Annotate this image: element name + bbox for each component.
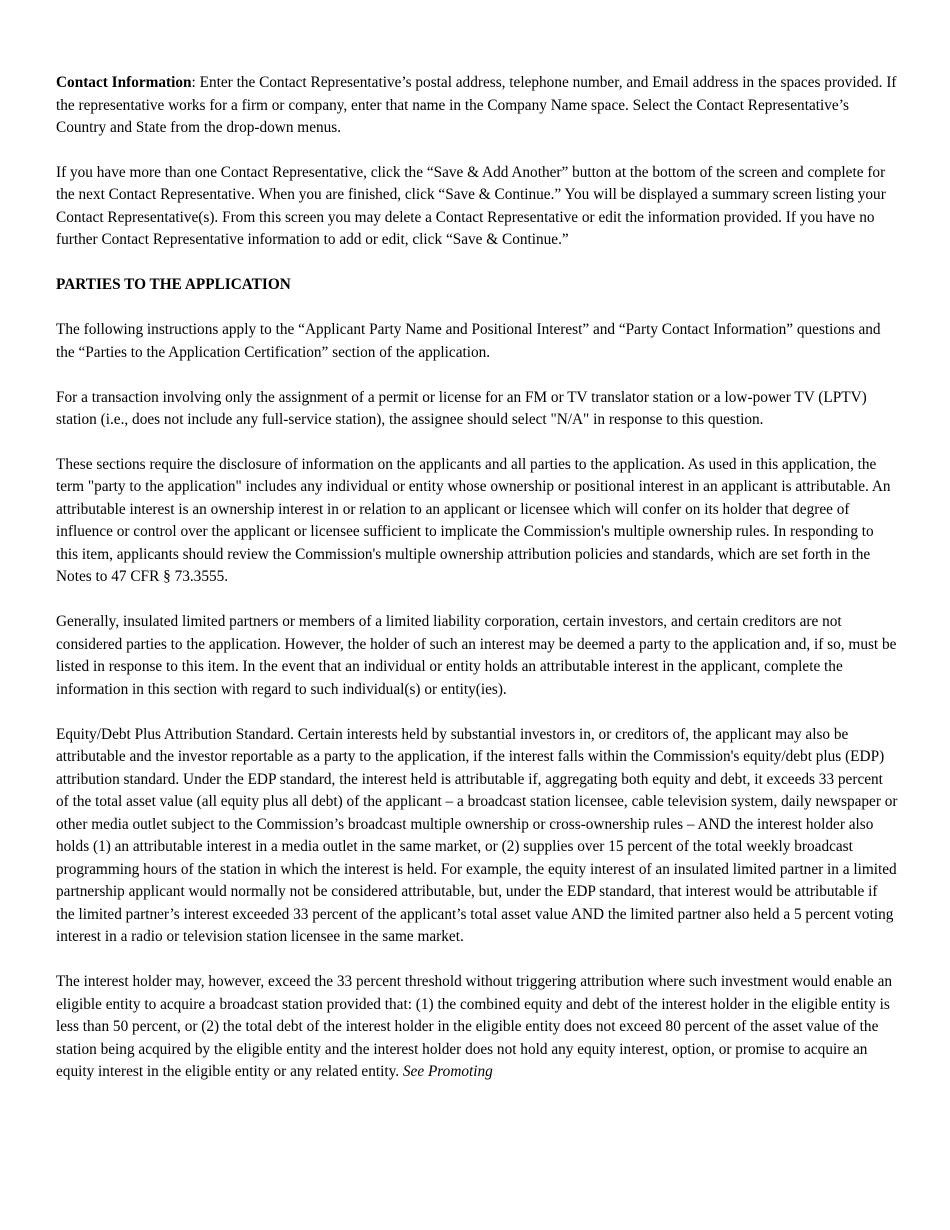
contact-information-text: : Enter the Contact Representative’s postal address, telephone number, and Email address in the spaces provided. If the representative works for a firm or company, enter that name in the Company Name space. Select the Contact Representative’s Country and State from the drop-down menus.	[56, 74, 897, 136]
disclosure-paragraph: These sections require the disclosure of information on the applicants and all parties to the application. As used in this application, the term "party to the application" includes any individual or entity whose ownership or positional interest in an applicant is attributable. An attributable interest is an ownership interest in or relation to an applicant or licensee which will confer on its holder that degree of influence or control over the applicant or licensee sufficient to implicate the Commission's multiple ownership rules. In responding to this item, applicants should review the Commission's multiple ownership attribution policies and standards, which are set forth in the Notes to 47 CFR § 73.3555.	[56, 455, 891, 586]
see-promoting-reference: See Promoting	[402, 1063, 493, 1081]
contact-information-label: Contact Information	[56, 74, 192, 91]
instructions-paragraph: The following instructions apply to the “Applicant Party Name and Positional Interest” and “Party Contact Information” questions and the “Parties to the Application Certification” section of the application.	[56, 321, 881, 361]
threshold-paragraph	[56, 971, 898, 1084]
translator-transaction-paragraph: For a transaction involving only the assignment of a permit or license for an FM or TV translator station or a low-power TV (LPTV) station (i.e., does not include any full-service station), the assignee should select "N/A" in response to this question.	[56, 388, 867, 429]
threshold-text: The interest holder may, however, exceed the 33 percent threshold without triggering attribution where such investment would enable an eligible entity to acquire a broadcast station provided that: (1) the combined equity and debt of the interest holder in the eligible entity is less than 50 percent, or (2) the total debt of the interest holder in the eligible entity does not exceed 80 percent of the asset value of the station being acquired by the eligible entity and the interest holder does not hold any equity interest, option, or promise to acquire an equity interest in the eligible entity or any related entity.	[56, 973, 893, 1081]
edp-standard-paragraph: Equity/Debt Plus Attribution Standard. Certain interests held by substantial investors in, or creditors of, the applicant may also be attributable and the investor reportable as a party to the application, if the interest falls within the Commission's equity/debt plus (EDP) attribution standard. Under the EDP standard, the interest held is attributable if, aggregating both equity and debt, it exceeds 33 percent of the total asset value (all equity plus all debt) of the applicant – a broadcast station licensee, cable television system, daily newspaper or other media outlet subject to the Commission’s broadcast multiple ownership or cross-ownership rules – AND the interest holder also holds (1) an attributable interest in a media outlet in the same market, or (2) supplies over 15 percent of the total weekly broadcast programming hours of the station in which the interest is held. For example, the equity interest of an insulated limited partner in a limited partnership applicant would normally not be considered attributable, but, under the EDP standard, that interest would be attributable if the limited partner’s interest exceeded 33 percent of the applicant’s total asset value AND the limited partner also held a 5 percent voting interest in a radio or television station licensee in the same market.	[56, 725, 898, 946]
contact-information-paragraph	[56, 72, 898, 140]
document-page	[56, 72, 898, 1106]
parties-heading: PARTIES TO THE APPLICATION	[56, 276, 291, 294]
multiple-representatives-paragraph: If you have more than one Contact Representative, click the “Save & Add Another” button at the bottom of the screen and complete for the next Contact Representative. When you are finished, click “Save & Continue.” You will be displayed a summary screen listing your Contact Representative(s). From this screen you may delete a Contact Representative or edit the information provided. If you have no further Contact Representative information to add or edit, click “Save & Continue.”	[56, 163, 886, 249]
insulated-partners-paragraph: Generally, insulated limited partners or members of a limited liability corporation, certain investors, and certain creditors are not considered parties to the application. However, the holder of such an interest may be deemed a party to the application and, if so, must be listed in response to this item. In the event that an individual or entity holds an attributable interest in the applicant, complete the information in this section with regard to such individual(s) or entity(ies).	[56, 613, 897, 698]
